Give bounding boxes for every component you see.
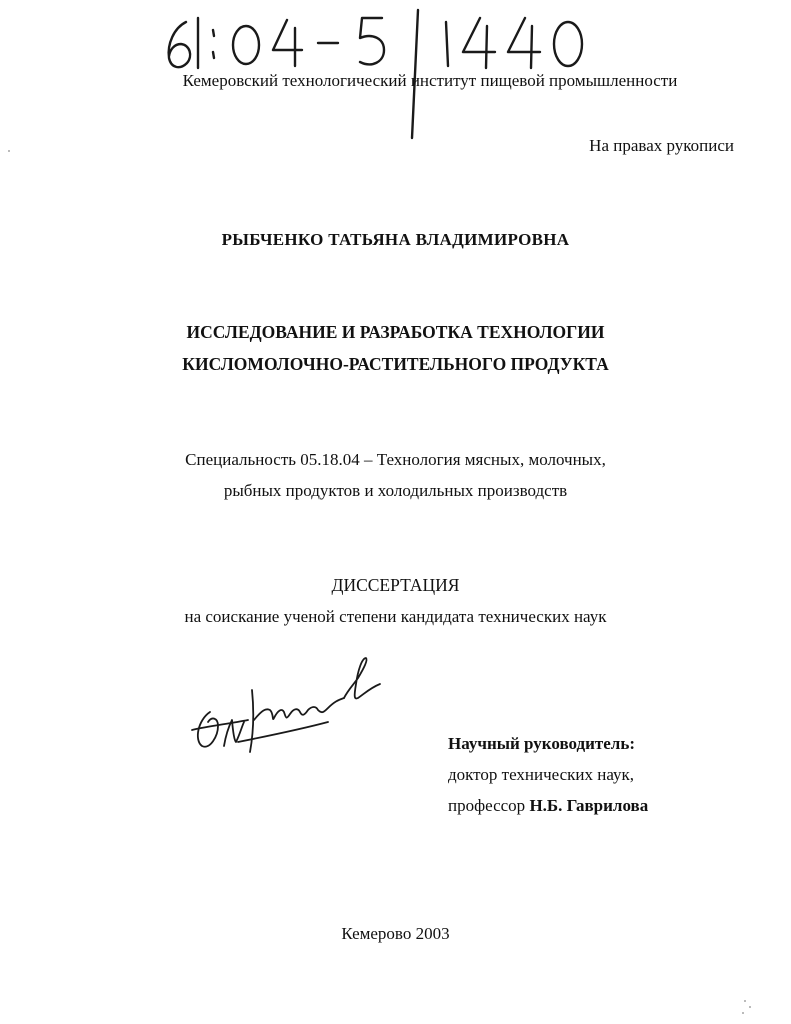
supervisor-name: Н.Б. Гаврилова: [529, 796, 649, 815]
title-line-1: ИССЛЕДОВАНИЕ И РАЗРАБОТКА ТЕХНОЛОГИИ: [186, 322, 605, 342]
institute-name: Кемеровский технологический институт пищевой промышленности: [182, 71, 678, 90]
specialty-line-2: рыбных продуктов и холодильных производств: [223, 481, 568, 500]
supervisor-degree: доктор технических наук,: [448, 765, 635, 784]
supervisor-position-name: [448, 796, 648, 816]
city-year: Кемерово 2003: [341, 924, 450, 943]
scan-speck: [749, 1006, 751, 1008]
archive-stamp-handwritten: [150, 0, 620, 140]
degree-line: на соискание ученой степени кандидата технических наук: [184, 607, 607, 626]
specialty-line-1: Специальность 05.18.04 – Технология мясных, молочных,: [185, 450, 606, 469]
scan-speck: [742, 1012, 744, 1014]
title-line-2: КИСЛОМОЛОЧНО-РАСТИТЕЛЬНОГО ПРОДУКТА: [182, 354, 609, 374]
signature-image: [188, 650, 398, 770]
supervisor-position: профессор: [448, 796, 526, 815]
rights-note: На правах рукописи: [589, 136, 734, 155]
document-type: ДИССЕРТАЦИЯ: [331, 575, 460, 595]
scan-speck: [8, 150, 10, 152]
supervisor-heading: Научный руководитель:: [448, 734, 635, 753]
author-name: РЫБЧЕНКО ТАТЬЯНА ВЛАДИМИРОВНА: [221, 230, 570, 249]
scan-speck: [744, 1000, 746, 1002]
